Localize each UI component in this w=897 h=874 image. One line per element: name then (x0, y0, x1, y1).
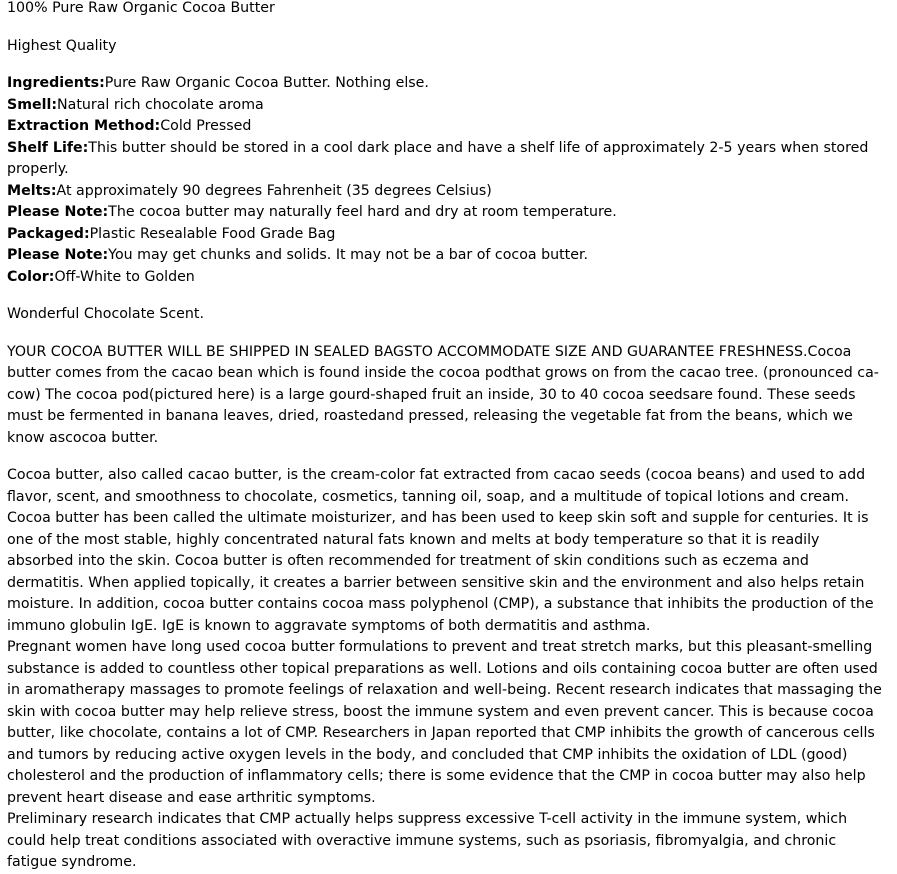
body-paragraph: Preliminary research indicates that CMP actually helps suppress excessive T-cell activity in the immune system, which could help treat conditions associated with overactive immune systems, such as psoriasis, fibromyalgia, and chronic fatigue syndrome. (7, 811, 848, 870)
spec-row-shelf-life (7, 138, 889, 181)
spec-row-extraction (7, 116, 889, 138)
body-paragraphs (7, 465, 889, 874)
spec-value: Natural rich chocolate aroma (57, 96, 264, 113)
spec-row-note-1 (7, 202, 889, 224)
spec-label: Shelf Life: (7, 139, 89, 156)
spec-row-ingredients (7, 73, 889, 95)
spec-label: Color: (7, 268, 55, 285)
spec-row-melts (7, 181, 889, 203)
shipping-paragraph: YOUR COCOA BUTTER WILL BE SHIPPED IN SEALED BAGSTO ACCOMMODATE SIZE AND GUARANTEE FRESHNESS.Cocoa butter comes from the cacao bean which is found inside the cocoa podthat grows on from the cacao tree. (pronounced ca-cow) The cocoa pod(pictured here) is a large gourd-shaped fruit an inside, 30 to 40 cocoa seedsare found. These seeds must be fermented in banana leaves, dried, roastedand pressed, releasing the vegetable fat from the beans, which we know ascocoa butter. (7, 343, 879, 446)
body-paragraph: Pregnant women have long used cocoa butter formulations to prevent and treat stretch marks, but this pleasant-smelling substance is added to countless other topical preparations as well. Lotions and oils containing cocoa butter are often used in aromatherapy massages to promote feelings of relaxation and well-being. Recent research indicates that massaging the skin with cocoa butter may help relieve stress, boost the immune system and even prevent cancer. This is because cocoa butter, like chocolate, contains a lot of CMP. Researchers in Japan reported that CMP inhibits the growth of cancerous cells and tumors by reducing active oxygen levels in the body, and concluded that CMP inhibits the oxidation of LDL (good) cholesterol and the production of inflammatory cells; there is some evidence that the CMP in cocoa butter may also help prevent heart disease and ease arthritic symptoms. (7, 639, 882, 806)
spec-row-packaged (7, 224, 889, 246)
product-title: 100% Pure Raw Organic Cocoa Butter (7, 0, 275, 16)
spec-label: Smell: (7, 96, 58, 113)
spec-value: The cocoa butter may naturally feel hard and dry at room temperature. (108, 204, 617, 220)
quality-line: Highest Quality (7, 37, 117, 54)
spec-value: Pure Raw Organic Cocoa Butter. Nothing else. (104, 75, 429, 91)
scent-line: Wonderful Chocolate Scent. (7, 306, 204, 322)
spec-value: Off-White to Golden (54, 268, 195, 285)
spec-label: Packaged: (7, 225, 90, 242)
spec-label: Ingredients: (7, 75, 105, 91)
spec-label: Melts: (7, 182, 57, 199)
spec-row-color (7, 267, 889, 289)
spec-value: Plastic Resealable Food Grade Bag (89, 225, 336, 242)
spec-row-note-2 (7, 245, 889, 267)
spec-value: Cold Pressed (160, 118, 252, 134)
spec-value: You may get chunks and solids. It may not be a bar of cocoa butter. (108, 247, 588, 263)
spec-list (7, 73, 889, 288)
body-paragraph: Cocoa butter, also called cacao butter, is the cream-color fat extracted from cacao seeds (cocoa beans) and used to add flavor, scent, and smoothness to chocolate, cosmetics, tanning oil, soap, and a multitude of topical lotions and cream. Cocoa butter has been called the ultimate moisturizer, and has been used to keep skin soft and supple for centuries. It is one of the most stable, highly concentrated natural fats known and melts at body temperature so that it is readily absorbed into the skin. Cocoa butter is often recommended for treatment of skin conditions such as eczema and dermatitis. When applied topically, it creates a barrier between sensitive skin and the environment and also helps retain moisture. In addition, cocoa butter contains cocoa mass polyphenol (CMP), a substance that inhibits the production of the immuno globulin IgE. IgE is known to aggravate symptoms of both dermatitis and asthma. (7, 467, 874, 634)
spec-label: Please Note: (7, 247, 109, 263)
spec-value: At approximately 90 degrees Fahrenheit (35 degrees Celsius) (56, 182, 492, 199)
spec-value: This butter should be stored in a cool dark place and have a shelf life of approximately 2-5 years when stored properly. (7, 139, 869, 177)
spec-label: Extraction Method: (7, 118, 161, 134)
spec-label: Please Note: (7, 204, 109, 220)
spec-row-smell (7, 95, 889, 117)
